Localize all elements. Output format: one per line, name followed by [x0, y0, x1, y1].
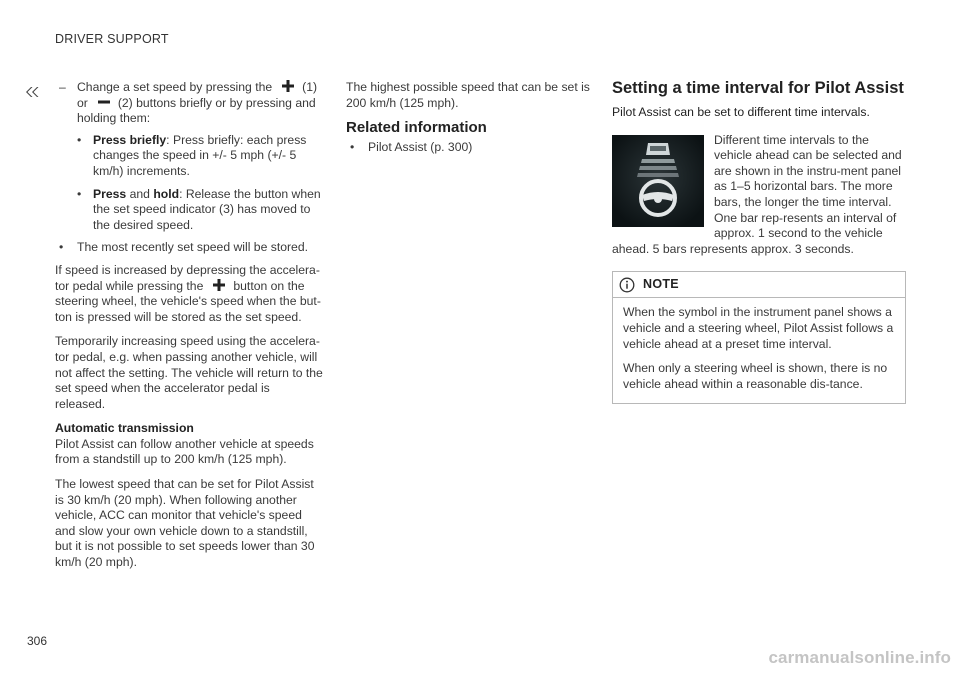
plus-icon — [211, 279, 227, 291]
note-body — [613, 298, 905, 403]
paragraph: Temporarily increasing speed using the accelera-tor pedal, e.g. when passing another vehicle, will not affect the setting. The vehicle will return to the set speed when the accelerator pedal is released. — [55, 334, 323, 411]
related-heading: Related information — [346, 119, 487, 137]
subheading: Automatic transmission — [55, 421, 194, 436]
paragraph: The lowest speed that can be set for Pilot Assist is 30 km/h (20 mph). When following another vehicle, ACC can monitor that vehicle's speed and slow your own vehicle down to a standstill, but it is not possible to set speeds lower than 30 km/h (20 mph). — [55, 477, 315, 570]
paragraph: The highest possible speed that can be set is 200 km/h (125 mph). — [346, 80, 590, 110]
related-link[interactable]: • Pilot Assist (p. 300) — [350, 139, 473, 154]
note-box — [612, 271, 906, 404]
lead-text: Pilot Assist can be set to different time intervals. — [612, 105, 870, 119]
sub-bullet-text: : Press briefly: each press changes the speed in +/- 5 mph (+/- 5 km/h) increments. — [93, 132, 307, 178]
note-header — [613, 272, 905, 298]
sub-bullet-press-hold: • Press and hold: Release the button when the set speed indicator (3) has moved to the desired speed. — [77, 186, 321, 232]
paragraph: If speed is increased by depressing the accelera-tor pedal while pressing the button on the steering wheel, the vehicle's speed when the but-ton is pressed will be stored as the set speed. — [55, 262, 321, 324]
paragraph: Different time intervals to the vehicle ahead can be selected and are shown in the instru-ment panel as 1–5 horizontal bars. The more bars, the longer the time interval. One bar rep-resents an interval of approx. 1 second to the vehicle ahead. 5 bars represents approx. 3 seconds. — [612, 132, 902, 256]
column-1 — [55, 80, 323, 580]
related-link-text[interactable]: Pilot Assist (p. 300) — [368, 139, 473, 154]
bullet-text: The most recently set speed will be stored. — [77, 240, 308, 255]
plus-icon — [280, 80, 296, 92]
sub-bullet-text: : Release the button when the set speed indicator (3) has moved to the desired speed. — [93, 186, 321, 232]
sub-bullet-press-briefly: • Press briefly: Press briefly: each press changes the speed in +/- 5 mph (+/- 5 km/h) increments. — [77, 132, 307, 178]
instrument-panel-illustration — [612, 135, 704, 227]
watermark: carmanualsonline.info — [768, 648, 951, 667]
dash-marker: – — [59, 80, 66, 94]
note-paragraph: When only a steering wheel is shown, there is no vehicle ahead within a reasonable dis-tance. — [623, 361, 888, 391]
paragraph: Pilot Assist can follow another vehicle at speeds from a standstill up to 200 km/h (125 mph). — [55, 436, 314, 467]
bold-term: Press — [93, 186, 127, 201]
minus-icon — [96, 96, 112, 108]
column-2 — [346, 80, 596, 162]
step-text-part3: (2) buttons briefly or by pressing and holding them: — [77, 95, 316, 126]
page-number: 306 — [27, 634, 48, 648]
bullet-item: • The most recently set speed will be stored. — [59, 240, 308, 255]
step-text-part1: Change a set speed by pressing the — [77, 80, 273, 94]
section-header: DRIVER SUPPORT — [55, 32, 169, 46]
column-3 — [612, 80, 908, 404]
note-paragraph: When the symbol in the instrument panel shows a vehicle and a steering wheel, Pilot Assist follows a vehicle ahead at a preset time interval. — [623, 305, 894, 351]
step-text-part2: (1) or — [77, 80, 318, 110]
info-circle-icon — [619, 277, 635, 293]
bold-term: hold — [153, 186, 180, 201]
double-chevron-left-icon[interactable] — [24, 87, 40, 97]
note-label: NOTE — [643, 277, 679, 292]
step-item — [55, 80, 323, 127]
section-heading: Setting a time interval for Pilot Assist — [612, 79, 904, 97]
bold-term: Press briefly — [93, 132, 167, 147]
